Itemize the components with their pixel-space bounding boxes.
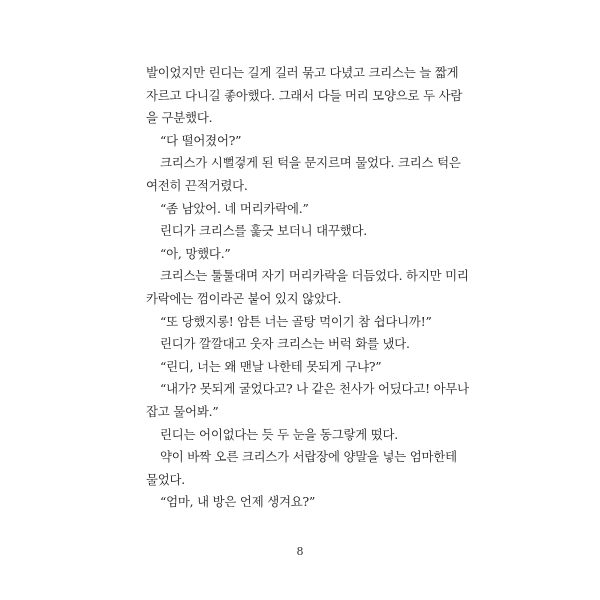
text-line: 린디가 깔깔대고 웃자 크리스는 버럭 화를 냈다. (160, 336, 410, 352)
dialogue-line: “린디, 너는 왜 맨날 나한테 못되게 구냐?” (160, 358, 382, 374)
text-line: 발이었지만 린디는 길게 길러 묶고 다녔고 크리스는 늘 짧게 (146, 65, 459, 80)
text-line: 자르고 다니길 좋아했다. 그래서 다들 머리 모양으로 두 사람 (146, 87, 463, 103)
text-line: 카락에는 껌이라곤 붙어 있지 않았다. (146, 290, 342, 306)
text-line: 린디가 크리스를 훑긋 보더니 대꾸했다. (160, 223, 368, 239)
text-line: 린디는 어이없다는 듯 두 눈을 동그랗게 떴다. (160, 426, 399, 442)
text-line: 크리스는 툴툴대며 자기 머리카락을 더듬었다. 하지만 미리 (160, 268, 469, 284)
dialogue-line: “또 당했지롱! 암튼 너는 골탕 먹이기 참 쉽다니까!” (160, 313, 432, 329)
dialogue-line: “내가? 못되게 굴었다고? 나 같은 천사가 어딨다고! 아무나 (160, 381, 469, 397)
text-line: 크리스가 시뻘겋게 된 턱을 문지르며 물었다. 크리스 턱은 (160, 155, 461, 171)
dialogue-line: “좀 남았어. 네 머리카락에.” (160, 200, 309, 216)
dialogue-line: “엄마, 내 방은 언제 생겨요?” (160, 494, 316, 510)
body-text (146, 62, 469, 514)
dialogue-line: 잡고 물어봐.” (146, 403, 219, 419)
dialogue-line: “다 떨어졌어?” (160, 132, 242, 148)
page-number: 8 (296, 545, 304, 558)
text-line: 약이 바짝 오른 크리스가 서랍장에 양말을 넣는 엄마한테 (160, 449, 457, 465)
text-line: 물었다. (146, 471, 186, 487)
dialogue-line: “아, 망했다.” (160, 245, 231, 261)
text-line: 을 구분했다. (146, 110, 213, 126)
text-line: 여전히 끈적거렸다. (146, 177, 248, 193)
